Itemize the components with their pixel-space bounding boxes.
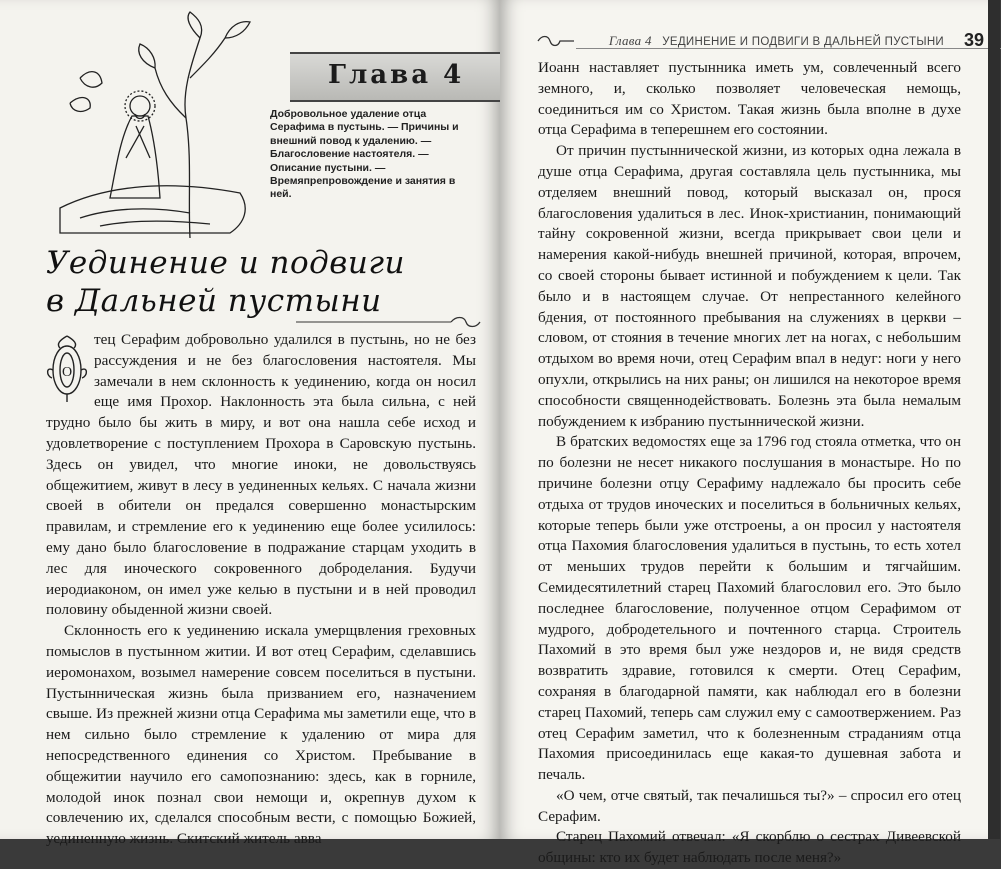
chapter-title-line-1: Уединение и подвиги <box>46 245 405 281</box>
title-ornament-rule <box>46 316 486 328</box>
left-page <box>0 0 500 848</box>
paragraph: От причин пустыннической жизни, из которых одна лежала в душе отца Серафима, другая составляла цель пустынника, мы отделяем внешний повод, который высказал он, прося благословения удалиться в лес. Инок-христианин, понимающий тайну сокровенной жизни, всегда прикрывает свои цели и намерения какой-нибудь внешней причиной, которая, впрочем, со своей стороны бывает истинной и побуждением к цели. Так было и в настоящем случае. От непрестанного келейного бдения, от постоянного пребывания на служениях в церкви – словом, от стояния в течение многих лет на ногах, с небольшим отдыхом во время ночи, отец Серафим впал в недуг: ноги у него опухли, открылись на них раны; он лишился на некоторое время способности священнодействовать. Болезнь эта была немалым побуждением к избранию пустыннической жизни. <box>538 142 961 430</box>
paragraph: «О чем, отче святый, так печалишься ты?» – спросил его отец Серафим. <box>538 786 961 825</box>
paragraph <box>46 330 476 621</box>
chapter-banner <box>290 52 500 102</box>
running-head-text <box>609 33 944 49</box>
paragraph: Старец Пахомий отвечал: «Я скорблю о сестрах Дивеевской общины: кто их будет наблюдать после меня?» <box>538 828 961 867</box>
running-head-chapter: Глава 4 <box>608 33 652 48</box>
running-head-ornament <box>536 35 576 47</box>
right-page-body <box>538 58 961 869</box>
running-head-title: УЕДИНЕНИЕ И ПОДВИГИ В ДАЛЬНЕЙ ПУСТЫНИ <box>662 36 944 48</box>
drop-cap-letter: О <box>61 365 73 380</box>
drop-cap-ornament <box>44 332 90 404</box>
paragraph: Склонность его к уединению искала умерщвления греховных помыслов в пустынном житии. И вот отец Серафим, сделавшись иеромонахом, возымел намерение совсем поселиться в пустыни. Пустынническая жизнь была призванием его, назначением свыше. Из прежней жизни отца Серафима мы заметили еще, что в нем сильно было стремление к удалению от мира для непосредственного единения со Христом. Пребывание в общежитии научило его самопознанию: здесь, как в горниле, молодой инок познал свои немощи и, окрепнув духом к совлечению их, сделался способным вести, с помощью Божией, уединенную жизнь. Скитский житель авва <box>46 622 476 848</box>
chapter-title-line-2: в Дальней пустыни <box>46 283 382 319</box>
right-page <box>500 0 1000 867</box>
paragraph-text: тец Серафим добровольно удалился в пустынь, но не без рассуждения и не без благословения настоятеля. Мы замечали в нем склонность к уединению, когда он носил еще имя Прохор. Наклонность эта была сильна, с ней трудно было бы жить в миру, и вот она нашла себе исход и удовлетворение с поступлением Прохора в Саровскую пустынь. Здесь он увидел, что многие иноки, не довольствуясь общежитием, живут в лесу в уединенных кельях. С начала жизни своей в обители он предался совершенно монастырским правилам, и стремление его к уединению еще более усилилось: ему дано было благословение в подражание старцам уходить в лес для иноческого сокровенного доброделания. Будучи иеродиаконом, он имел уже келью в пустыни и в ней проводил половину обыденной жизни своей. <box>46 331 476 619</box>
chapter-label: Глава 4 <box>328 60 465 90</box>
left-page-body <box>46 330 476 850</box>
book-edge <box>988 0 1000 839</box>
paragraph: Иоанн наставляет пустынника иметь ум, совлеченный всего земного, и, сколько позволяет человеческая немощь, соединиться им со Христом. Такая жизнь была вполне в духе отца Серафима в теперешнем его состоянии. <box>538 59 961 139</box>
running-head <box>536 33 966 49</box>
page-number: 39 <box>963 30 984 50</box>
saint-in-wilderness-illustration <box>40 8 265 240</box>
chapter-title <box>46 244 476 320</box>
paragraph: В братских ведомостях еще за 1796 год стояла отметка, что он по болезни не несет никакого послушания в монастыре. Но по причине болезни отцу Серафиму надлежало бы просить себе отдыха от трудов иноческих и поселиться в больничных кельях, которые теперь были уже отстроены, а он просил у настоятеля отца Пахомия благословения удалиться в пустынь, то есть хотел от меньших трудов перейти к большим и тягчайшим. Семидесятилетний старец Пахомий благословил его. Это было последнее благословение, полученное отцом Серафимом от мудрого, добродетельного и почтенного старца. Строитель Пахомий в это время был уже нездоров и, не видя средств возвратить здравие, готовился к смерти. Отец Серафим, сохраняя в благодарной памяти, как наблюдал его в болезни старец Пахомий, теперь сам служил ему с самоотвержением. Раз отец Серафим заметил, что к болезненным страданиям отца Пахомия присоединилась еще какая-то душевная забота и печаль. <box>538 433 961 784</box>
chapter-summary: Добровольное удаление отца Серафима в пустынь. — Причины и внешний повод к удалению. — Благословение настоятеля. — Описание пустыни. — Времяпрепровождение и занятия в ней. <box>270 108 459 201</box>
